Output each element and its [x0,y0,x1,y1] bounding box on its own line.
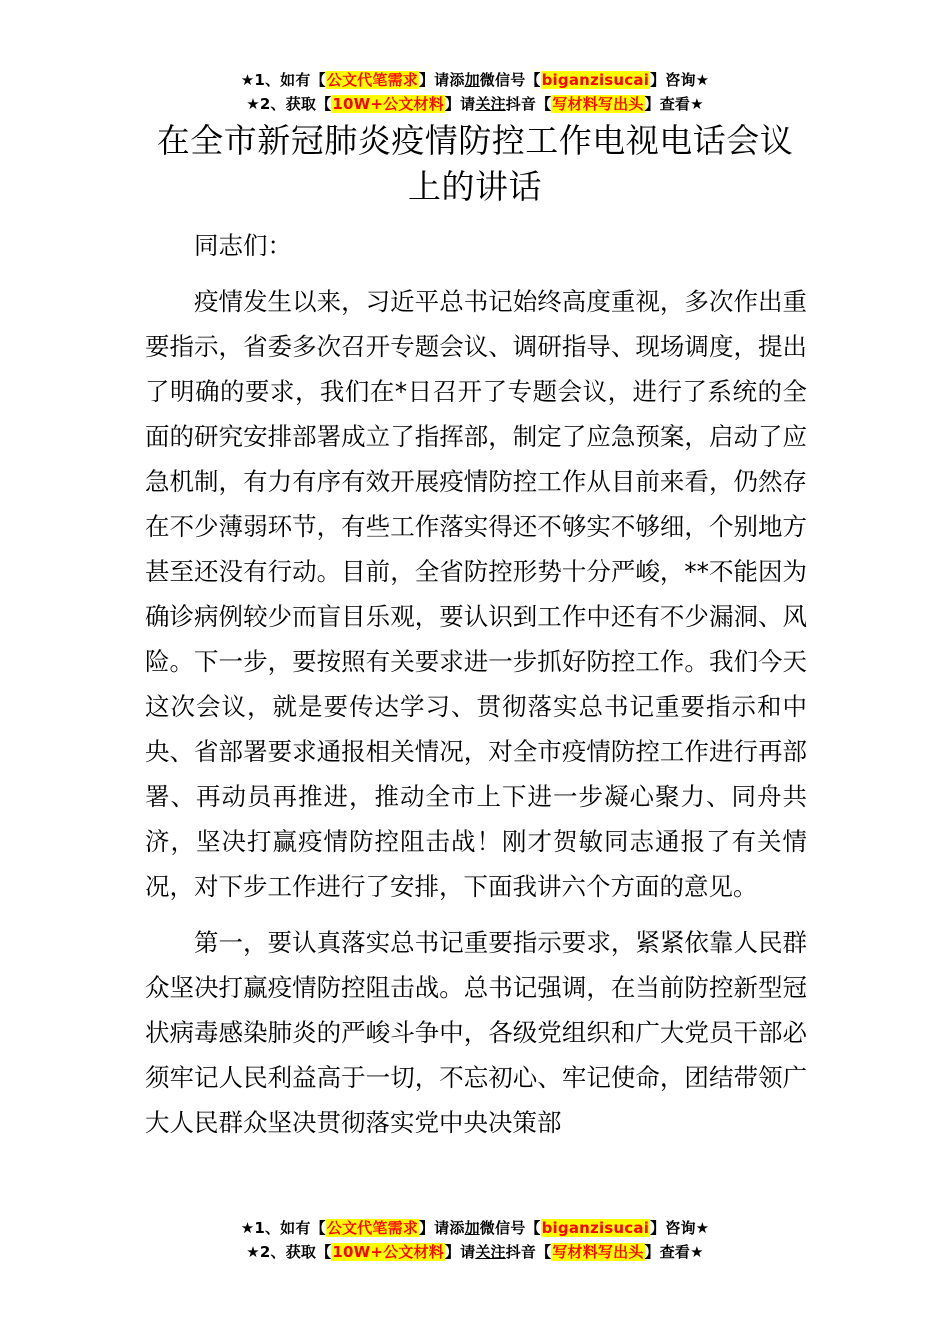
banner-highlight: 公文代笔需求 [326,71,418,89]
banner-line-1 [0,1216,950,1240]
banner-text: 抖音【 [505,95,552,113]
footer-banner [0,1216,950,1264]
banner-highlight: biganzisucai [541,71,650,89]
greeting: 同志们： [194,231,292,260]
banner-text: 】查看★ [644,95,704,113]
banner-text: 微信号【 [479,1219,541,1237]
banner-line-2 [0,1240,950,1264]
body-paragraph: 疫情发生以来，习近平总书记始终高度重视，多次作出重要指示，省委多次召开专题会议、调研指导、现场调度，提出了明确的要求，我们在*日召开了专题会议，进行了系统的全面的研究安排部署成立了指挥部，制定了应急预案，启动了应急机制，有力有序有效开展疫情防控工作从目前来看，仍然存在不少薄弱环节，有些工作落实得还不够实不够细，个别地方甚至还没有行动。目前，全省防控形势十分严峻，**不能因为确诊病例较少而盲目乐观，要认识到工作中还有不少漏洞、风险。下一步，要按照有关要求进一步抓好防控工作。我们今天这次会议，就是要传达学习、贯彻落实总书记重要指示和中央、省部署要求通报相关情况，对全市疫情防控工作进行再部署、再动员再推进，推动全市上下进一步凝心聚力、同舟共济，坚决打赢疫情防控阻击战！刚才贺敏同志通报了有关情况，对下步工作进行了安排，下面我讲六个方面的意见。 [145,287,807,901]
banner-text: 】查看★ [644,1243,704,1261]
banner-underline: 加 [464,71,480,89]
banner-text: ★2、获取【 [246,1243,332,1261]
banner-text: ★1、如有【 [240,1219,326,1237]
banner-text: 】请 [444,1243,476,1261]
document-body [145,223,807,1156]
banner-text: 】请 [444,95,476,113]
banner-text: 】请添 [418,1219,465,1237]
banner-highlight: 公文代笔需求 [326,1219,418,1237]
banner-line-2 [0,92,950,116]
banner-highlight: 写材料写出头 [552,1243,644,1261]
banner-text: 微信号【 [479,71,541,89]
banner-text: ★2、获取【 [246,95,332,113]
banner-text: ★1、如有【 [240,71,326,89]
banner-underline: 关注 [475,1243,506,1261]
banner-highlight: 10W+公文材料 [332,95,444,113]
banner-highlight: biganzisucai [541,1219,650,1237]
banner-text: 】咨询★ [650,1219,710,1237]
banner-text: 】咨询★ [650,71,710,89]
document-title: 在全市新冠肺炎疫情防控工作电视电话会议上的讲话 [156,121,794,206]
banner-highlight: 写材料写出头 [552,95,644,113]
banner-highlight: 10W+公文材料 [332,1243,444,1261]
header-banner [0,68,950,116]
banner-underline: 关注 [475,95,506,113]
banner-underline: 加 [464,1219,480,1237]
body-paragraph: 第一，要认真落实总书记重要指示要求，紧紧依靠人民群众坚决打赢疫情防控阻击战。总书记强调，在当前防控新型冠状病毒感染肺炎的严峻斗争中，各级党组织和广大党员干部必须牢记人民利益高于一切，不忘初心、牢记使命，团结带领广大人民群众坚决贯彻落实党中央决策部 [145,928,807,1137]
banner-text: 抖音【 [505,1243,552,1261]
banner-text: 】请添 [418,71,465,89]
banner-line-1 [0,68,950,92]
